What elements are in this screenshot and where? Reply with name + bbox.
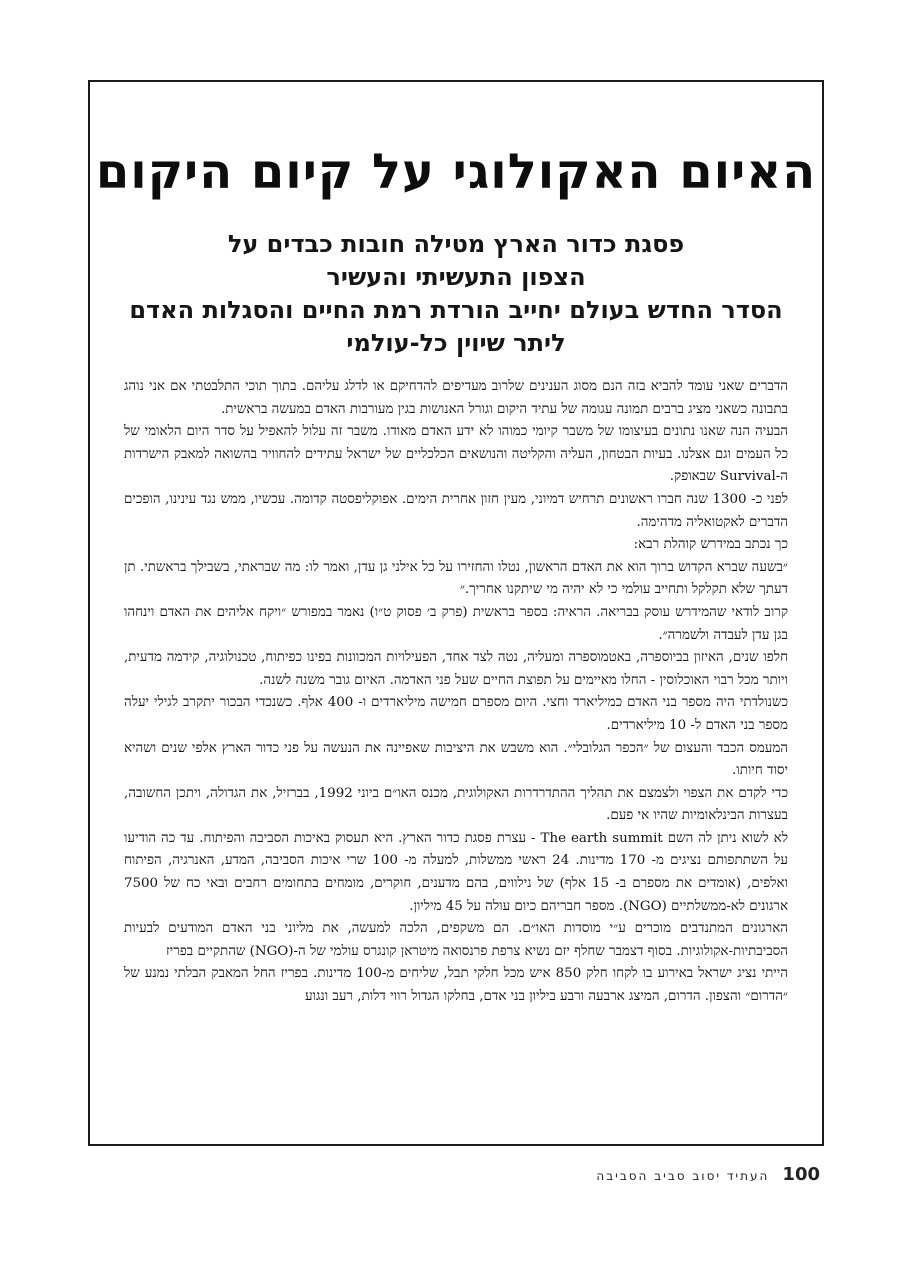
article-subtitle	[120, 228, 792, 360]
running-head: העתיד יסוב סביב הסביבה	[596, 1169, 770, 1183]
quote-paragraph: ״בשעה שברא הקדוש ברוך הוא את האדם הראשון, נטלו והחזירו על כל אילני גן עדן, ואמר לו: מה שבראתי, בשבילך בראשתי. תן דעתך שלא תקלקל ותחייב עולמי כי לא יהיה מי שיתקנו אחריך.״	[124, 559, 788, 598]
body-paragraph: המעמס הכבד והעצום של ״הכפר הגלובלי״. הוא משבש את היציבות שאפיינה את הנעשה על פני כדור הארץ אלפי שנים ושהיא יסוד חיותו.	[124, 740, 788, 779]
page-footer	[596, 1164, 820, 1185]
body-paragraph: קרוב לודאי שהמידרש עוסק בבריאה. הראיה: בספר בראשית (פרק ב׳ פסוק ט״ו) נאמר במפורש ״ויקח אליהים את האדם וינחהו בגן עדן לעבדה ולשמרה״.	[124, 604, 788, 643]
body-paragraph: כדי לקדם את הצפוי ולצמצם את תהליך ההתדרדרות האקולוגית, מכנס האו״ם ביוני 1992, בברזיל, את הגדולה, ויתכן החשובה, בעצרות הבינלאומיות שהיו אי פעם.	[124, 785, 788, 824]
body-paragraph: לפני כ- 1300 שנה חברו ראשונים תרחיש דמיוני, מעין חזון אחרית הימים. אפוקליפסטה קדומה. עכשיו, ממש נגד עינינו, הופכים הדברים לאקטואליה מדהימה.	[124, 491, 788, 530]
subtitle-line: הצפון התעשיתי והעשיר	[326, 263, 586, 291]
body-paragraph: הבעיה הנה שאנו נתונים בעיצומו של משבר קיומי כמוהו לא ידע האדם מאודו. משבר זה עלול להאפיל על סדר היום הלאומי של כל העמים וגם אצלנו. בעיות הבטחון, העליה והקליטה והנושאים הכלכליים של ישראל עתידים להחוויר בהשואה למאבק הישרדות ה-Survival שבאופק.	[124, 424, 788, 485]
body-paragraph: הארגונים המתנדבים מוכרים ע״י מוסדות האו״ם. הם משקפים, הלכה למעשה, את מליוני בני האדם המודעים לבעיות הסביבתיות-אקולוגיות. בסוף דצמבר שחלף יזם נשיא צרפת פרנסואה מיטראן קונגרס עולמי של ה-(NGO) שהתקיים בפריז	[124, 921, 788, 959]
page-number: 100	[782, 1164, 820, 1185]
subtitle-line: פסגת כדור הארץ מטילה חובות כבדים על	[227, 230, 685, 258]
body-paragraph: חלפו שנים, האיזון בביוספרה, באטמוספרה ומעליה, נטה לצד אחד, הפעילויות המכוונות בפינו כפיתוח, טכנולוגיה, קידמה מדעית, ויותר מכל רבוי האוכלוסין - החלו מאיימים על תפוצת החיים שעל פני האדמה. האיום גובר משנה לשנה.	[124, 650, 788, 688]
body-paragraph: הייתי נציג ישראל באירוע בו לקחו חלק 850 איש מכל חלקי תבל, שליחים מ-100 מדינות. בפריז החל המאבק הבלתי נמנע של ״הדרום״ והצפון. הדרום, המיצג ארבעה ורבע ביליון בני אדם, בחלקו הגדול רווי דלות, רעב ונגוע	[124, 966, 789, 1005]
body-paragraph: כך נכתב במידרש קוהלת רבא:	[633, 537, 788, 553]
subtitle-line: ליתר שיוין כל-עולמי	[346, 329, 566, 357]
body-paragraph: הדברים שאני עומד להביא בזה הנם מסוג הענינים שלרוב מעדיפים להדחיקם או לדלג עליהם. בתוך תוכי התלבטתי אם אני נוהג בתבונה כשאני מציג ברבים תמונה עגומה של עתיד היקום וגורל האנושות בגין מעורבות האדם במעשה בראשית.	[124, 379, 788, 417]
article-title: האיום האקולוגי על קיום היקום	[95, 144, 817, 200]
article-body	[124, 376, 788, 1009]
subtitle-line: הסדר החדש בעולם יחייב הורדת רמת החיים והסגלות האדם	[129, 296, 783, 324]
article-frame	[88, 80, 824, 1146]
body-paragraph: לא לשוא ניתן לה השם The earth summit - עצרת פסגת כדור הארץ. היא תעסוק באיכות הסביבה והפיתוח. עד כה הודיעו על השתתפותם נציגים מ- 170 מדינות. 24 ראשי ממשלות, למעלה מ- 100 שרי איכות הסביבה, המדע, האנרגיה, הפיתוח ואלפים, (אומדים את מספרם ב- 15 אלף) של נילווים, בהם מדענים, חוקרים, מומחים בתחומים רחבים ובאי כח של 7500 ארגונים לא-ממשלתיים (NGO). מספר חבריהם כיום עולה על 45 מיליון.	[124, 830, 788, 914]
body-paragraph: כשנולדתי היה מספר בני האדם כמיליארד וחצי. היום מספרם חמישה מיליארדים ו- 400 אלף. כשנכדי הבכור יתקרב לגילי יעלה מספר בני האדם ל- 10 מיליארדים.	[124, 695, 789, 733]
